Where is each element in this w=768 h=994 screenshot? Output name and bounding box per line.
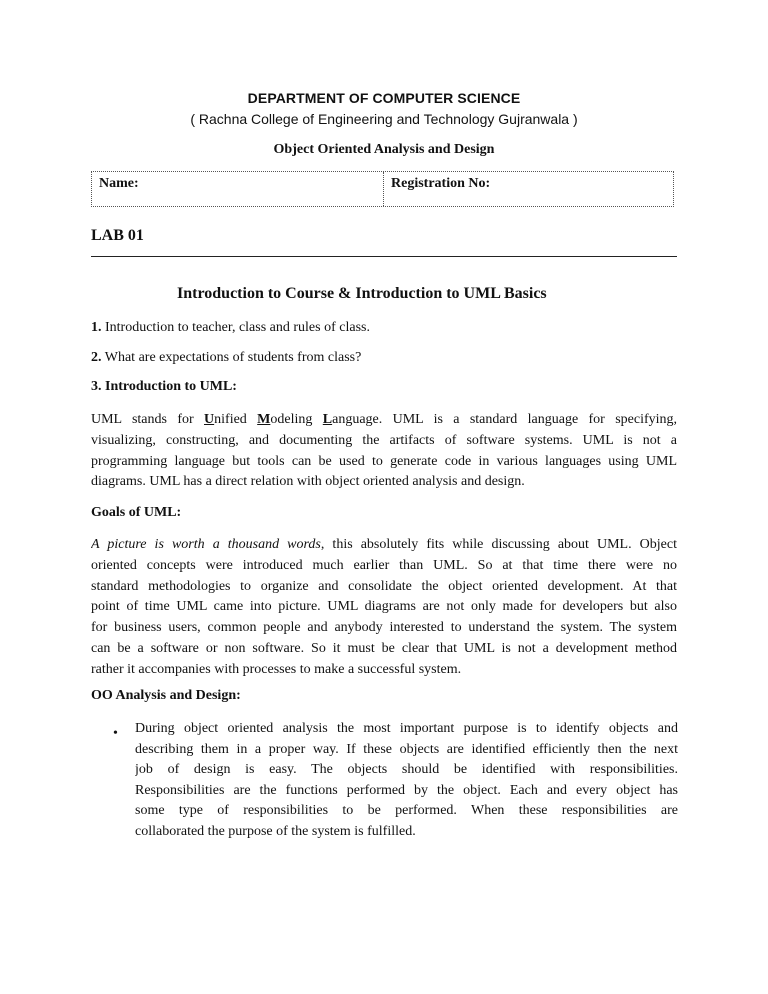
paragraph-line: During object oriented analysis the most important purpose is to identify objects and: [135, 721, 678, 736]
paragraph-line: point of time UML came into picture. UML diagrams are not only made for developers but also: [91, 599, 677, 615]
registration-label: Registration No:: [391, 176, 491, 191]
paragraph-line: oriented concepts were introduced much earlier than UML. So at that time there were no: [91, 557, 677, 573]
uml-intro-paragraph: [91, 410, 677, 493]
quote-italic: A picture is worth a thousand words: [91, 537, 321, 552]
paragraph-line: UML stands for Unified Modeling Language. UML is a standard language for specifying,: [91, 412, 677, 427]
paragraph-line: some type of responsibilities to be performed. When these responsibilities are: [135, 803, 678, 818]
paragraph-line: standard methodologies to organize and consolidate the object oriented development. At that: [91, 578, 677, 594]
acronym-letter-m: M: [257, 412, 271, 427]
list-item-1: [91, 320, 370, 336]
bullet-icon: •: [113, 726, 118, 741]
paragraph-line: for business users, common people and anybody interested to understand the system. The system: [91, 620, 677, 636]
ooad-bullet-paragraph: [135, 719, 678, 842]
horizontal-rule: [91, 256, 677, 257]
paragraph-line: visualizing, constructing, and documenting the artifacts of software systems. UML is not a: [91, 432, 677, 448]
department-title: DEPARTMENT OF COMPUTER SCIENCE: [247, 90, 521, 106]
section-heading-goals: Goals of UML:: [91, 505, 182, 520]
college-name: ( Rachna College of Engineering and Technology Gujranwala ): [190, 111, 578, 127]
student-info-box: [91, 171, 674, 207]
info-box-divider: [383, 172, 384, 206]
paragraph-line: diagrams. UML has a direct relation with object oriented analysis and design.: [91, 474, 525, 490]
item-text: Introduction to teacher, class and rules of class.: [105, 320, 370, 335]
lab-title: LAB 01: [91, 227, 144, 244]
goals-paragraph: [91, 535, 677, 681]
paragraph-line: A picture is worth a thousand words, this absolutely fits while discussing about UML. Object: [91, 537, 677, 552]
section-heading-uml: 3. Introduction to UML:: [91, 379, 237, 394]
paragraph-line: can be a software or non software. So it must be clear that UML is not a development method: [91, 640, 677, 656]
acronym-letter-l: L: [322, 412, 333, 427]
list-item-2: [91, 350, 361, 366]
section-heading-ooad: OO Analysis and Design:: [91, 688, 241, 703]
paragraph-line: programming language but tools can be used to generate code in various languages using UML: [91, 453, 677, 469]
item-text: What are expectations of students from class?: [104, 350, 362, 365]
topic-title: Introduction to Course & Introduction to UML Basics: [177, 285, 547, 302]
paragraph-line: rather it accompanies with processes to make a successful system.: [91, 661, 462, 677]
acronym-letter-u: U: [204, 412, 215, 427]
paragraph-line: collaborated the purpose of the system is fulfilled.: [135, 823, 416, 839]
name-label: Name:: [99, 176, 139, 191]
paragraph-line: job of design is easy. The objects should be identified with responsibilities.: [135, 762, 678, 777]
course-title: Object Oriented Analysis and Design: [273, 142, 495, 157]
paragraph-line: Responsibilities are the functions performed by the object. Each and every object has: [135, 782, 678, 798]
item-number: 1.: [91, 320, 102, 335]
item-number: 2.: [91, 350, 102, 365]
paragraph-line: describing them in a proper way. If these objects are identified efficiently then the next: [135, 741, 678, 757]
